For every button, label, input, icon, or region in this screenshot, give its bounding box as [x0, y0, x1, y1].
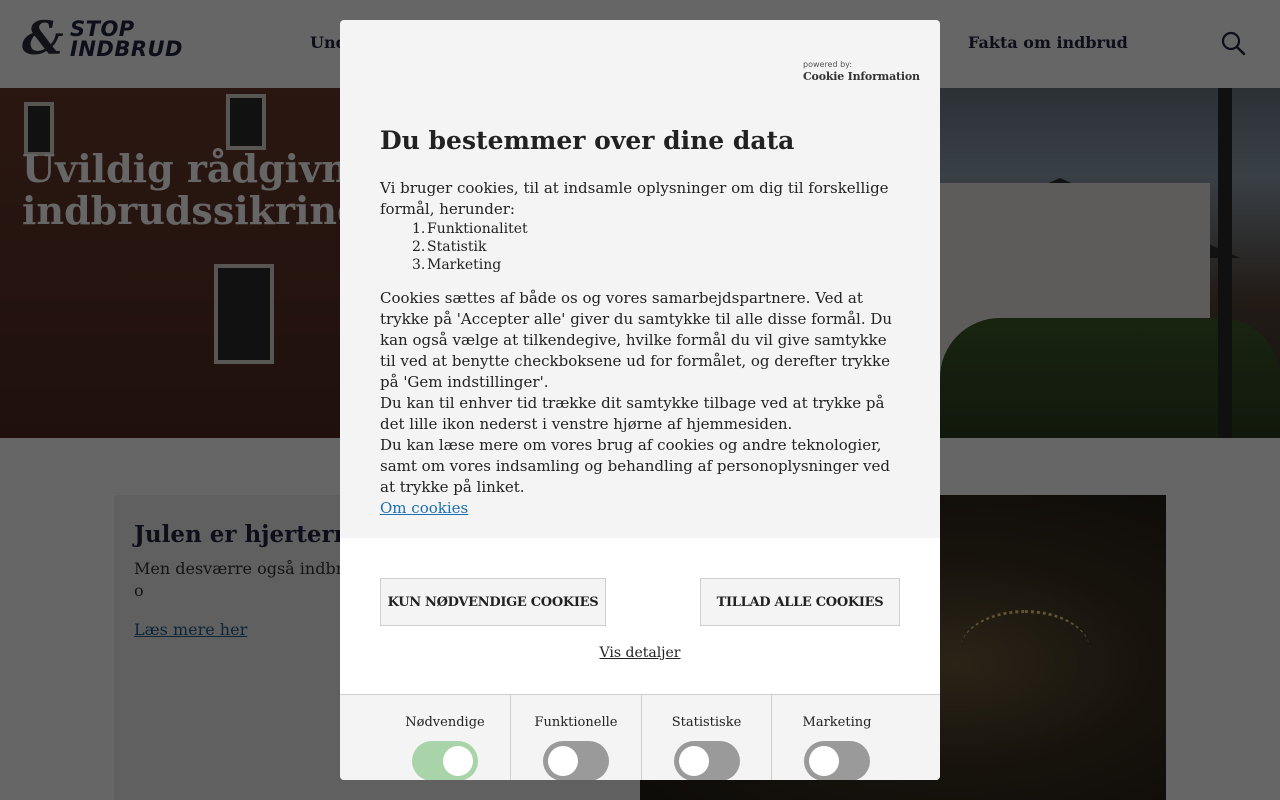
toggle-knob	[548, 746, 578, 776]
dialog-body	[380, 178, 900, 519]
toggle-knob	[443, 746, 473, 776]
toggle-group-functional	[510, 695, 641, 780]
toggle-necessary[interactable]	[412, 741, 478, 780]
purpose-item: 3. Marketing	[412, 257, 502, 273]
toggle-group-statistics	[641, 695, 771, 780]
powered-by-label: powered by:	[803, 60, 853, 69]
toggle-label-functional: Funktionelle	[534, 715, 618, 730]
toggle-label-necessary: Nødvendige	[405, 715, 485, 730]
toggle-knob	[679, 746, 709, 776]
dialog-title: Du bestemmer over dine data	[380, 126, 795, 155]
toggle-marketing[interactable]	[804, 741, 870, 780]
about-cookies-link[interactable]: Om cookies	[380, 499, 469, 517]
toggle-group-marketing	[771, 695, 940, 780]
purpose-item: 1. Funktionalitet	[412, 221, 528, 237]
cookie-consent-dialog	[340, 20, 940, 780]
dialog-actions	[340, 538, 940, 694]
dialog-intro: Vi bruger cookies, til at indsamle oplysninger om dig til forskellige formål, herunder:	[380, 179, 889, 218]
dialog-paragraph-consent: Cookies sættes af både os og vores samarbejdspartnere. Ved at trykke på 'Accepter alle' giver du samtykke til alle disse formål. Du kan også vælge at tilkendegive, hvilke formål du vil give samtykke til ved at benytte checkboksene ud for formålet, og derefter trykke på 'Gem indstillinger'.	[380, 289, 893, 391]
cookie-information-logo: Cookie Information	[803, 70, 920, 83]
toggle-group-necessary	[340, 695, 510, 780]
dialog-paragraph-more-info: Du kan læse mere om vores brug af cookies og andre teknologier, samt om vores indsamling og behandling af personoplysninger ved at trykke på linket.	[380, 436, 891, 496]
consent-toggles	[340, 694, 940, 780]
allow-all-cookies-button[interactable]: TILLAD ALLE COOKIES	[700, 578, 900, 626]
powered-by	[803, 60, 920, 84]
toggle-functional[interactable]	[543, 741, 609, 780]
toggle-label-marketing: Marketing	[802, 715, 872, 730]
show-details-link[interactable]: Vis detaljer	[599, 645, 681, 661]
purpose-list	[412, 220, 900, 274]
toggle-statistics[interactable]	[674, 741, 740, 780]
purpose-item: 2. Statistik	[412, 239, 487, 255]
dialog-paragraph-withdraw: Du kan til enhver tid trække dit samtykke tilbage ved at trykke på det lille ikon nederst i venstre hjørne af hjemmesiden.	[380, 394, 885, 433]
toggle-knob	[809, 746, 839, 776]
only-necessary-cookies-button[interactable]: KUN NØDVENDIGE COOKIES	[380, 578, 606, 626]
toggle-label-statistics: Statistiske	[671, 715, 742, 730]
